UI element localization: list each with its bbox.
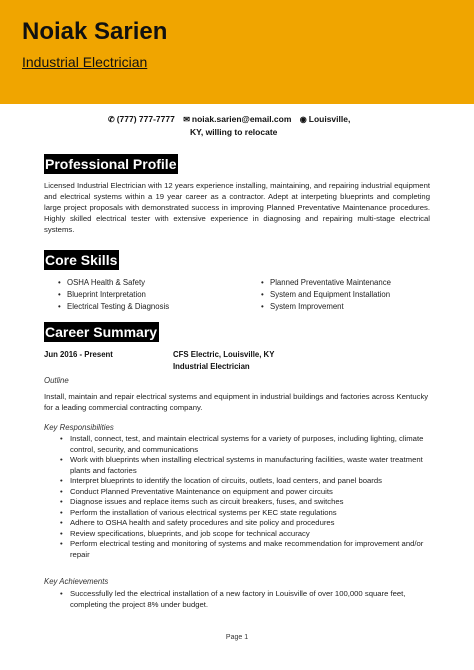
list-item: • Successfully led the electrical installation of a new factory in Louisville of over 100,000 square feet, completing the project 8% under budget. <box>60 589 406 609</box>
skill-item: • OSHA Health & Safety <box>58 278 146 287</box>
email-text: noiak.sarien@email.com <box>191 114 292 124</box>
candidate-name: Noiak Sarien <box>22 18 168 45</box>
profile-text: Licensed Industrial Electrician with 12 years experience installing, maintaining, and repairing industrial equipment and electrical systems within a 19 year career as a contractor. Adept at interpeting blueprints and completing large project proposals with demonstrated success in improving Planned Preventative Maintenance procedures. Highly skilled electrical tester with extensive experience in diagnosing and repairing multi-stage electrical systems. <box>44 181 430 234</box>
list-item: • Interpret blueprints to identify the location of circuits, outlets, load centers, and panel boards <box>60 476 382 485</box>
list-item: • Perform electrical testing and monitoring of systems and make recommendation for improvement and/or repair <box>60 539 424 559</box>
achievements-label: Key Achievements <box>44 577 109 586</box>
skill-item: • System Improvement <box>261 302 344 311</box>
responsibilities-label: Key Responsibilities <box>44 423 114 432</box>
skills-left-column <box>58 277 169 313</box>
contact-email[interactable] <box>183 114 294 124</box>
responsibilities-list <box>58 434 438 560</box>
job-dates: Jun 2016 - Present <box>44 350 113 359</box>
section-heading-career: Career Summary <box>45 324 158 340</box>
header-banner <box>0 0 474 104</box>
list-item: • Review specifications, blueprints, and job scope for technical accuracy <box>60 528 310 538</box>
envelope-icon: ✉ <box>183 115 190 124</box>
location-text-2: KY, willing to relocate <box>190 127 278 137</box>
list-item: • Install, connect, test, and maintain electrical systems for a variety of purposes, including lighting, climate control, security, and communications <box>60 434 424 454</box>
list-item: • Diagnose issues and replace items such as circuit breakers, fuses, and switches <box>60 497 344 506</box>
skill-item: • Electrical Testing & Diagnosis <box>58 302 170 311</box>
skill-item: • Planned Preventative Maintenance <box>261 278 391 287</box>
outline-label: Outline <box>44 376 69 385</box>
section-heading-profile: Professional Profile <box>45 156 177 172</box>
phone-text: (777) 777-7777 <box>116 114 175 124</box>
globe-icon: ◉ <box>299 115 307 124</box>
contact-phone <box>108 114 177 124</box>
page-number: Page 1 <box>225 634 249 641</box>
outline-text: Install, maintain and repair electrical systems and equipment in industrial buildings and factories across Kentucky for a leading commercial contracting company. <box>44 392 429 412</box>
location-text-1: Louisville, <box>308 114 351 124</box>
list-item: • Conduct Planned Preventative Maintenance on equipment and power circuits <box>60 486 333 496</box>
phone-icon: ✆ <box>108 115 115 124</box>
list-item: • Perform the installation of various electrical systems per KEC state regulations <box>60 507 337 517</box>
list-item: • Adhere to OSHA health and safety procedures and site policy and procedures <box>60 518 335 527</box>
contact-location <box>300 114 351 124</box>
job-title: Industrial Electrician <box>22 54 148 70</box>
section-heading-skills: Core Skills <box>45 252 118 268</box>
job-company: CFS Electric, Louisville, KY <box>173 350 275 359</box>
achievements-list <box>58 589 438 610</box>
list-item: • Work with blueprints when installing electrical systems in manufacturing facilities, waste water treatment plants and factories <box>60 455 423 475</box>
job-position: Industrial Electrician <box>173 362 250 371</box>
skills-right-column <box>261 277 391 313</box>
contact-info <box>108 113 398 139</box>
skill-item: • System and Equipment Installation <box>261 290 391 299</box>
skill-item: • Blueprint Interpretation <box>58 290 146 299</box>
